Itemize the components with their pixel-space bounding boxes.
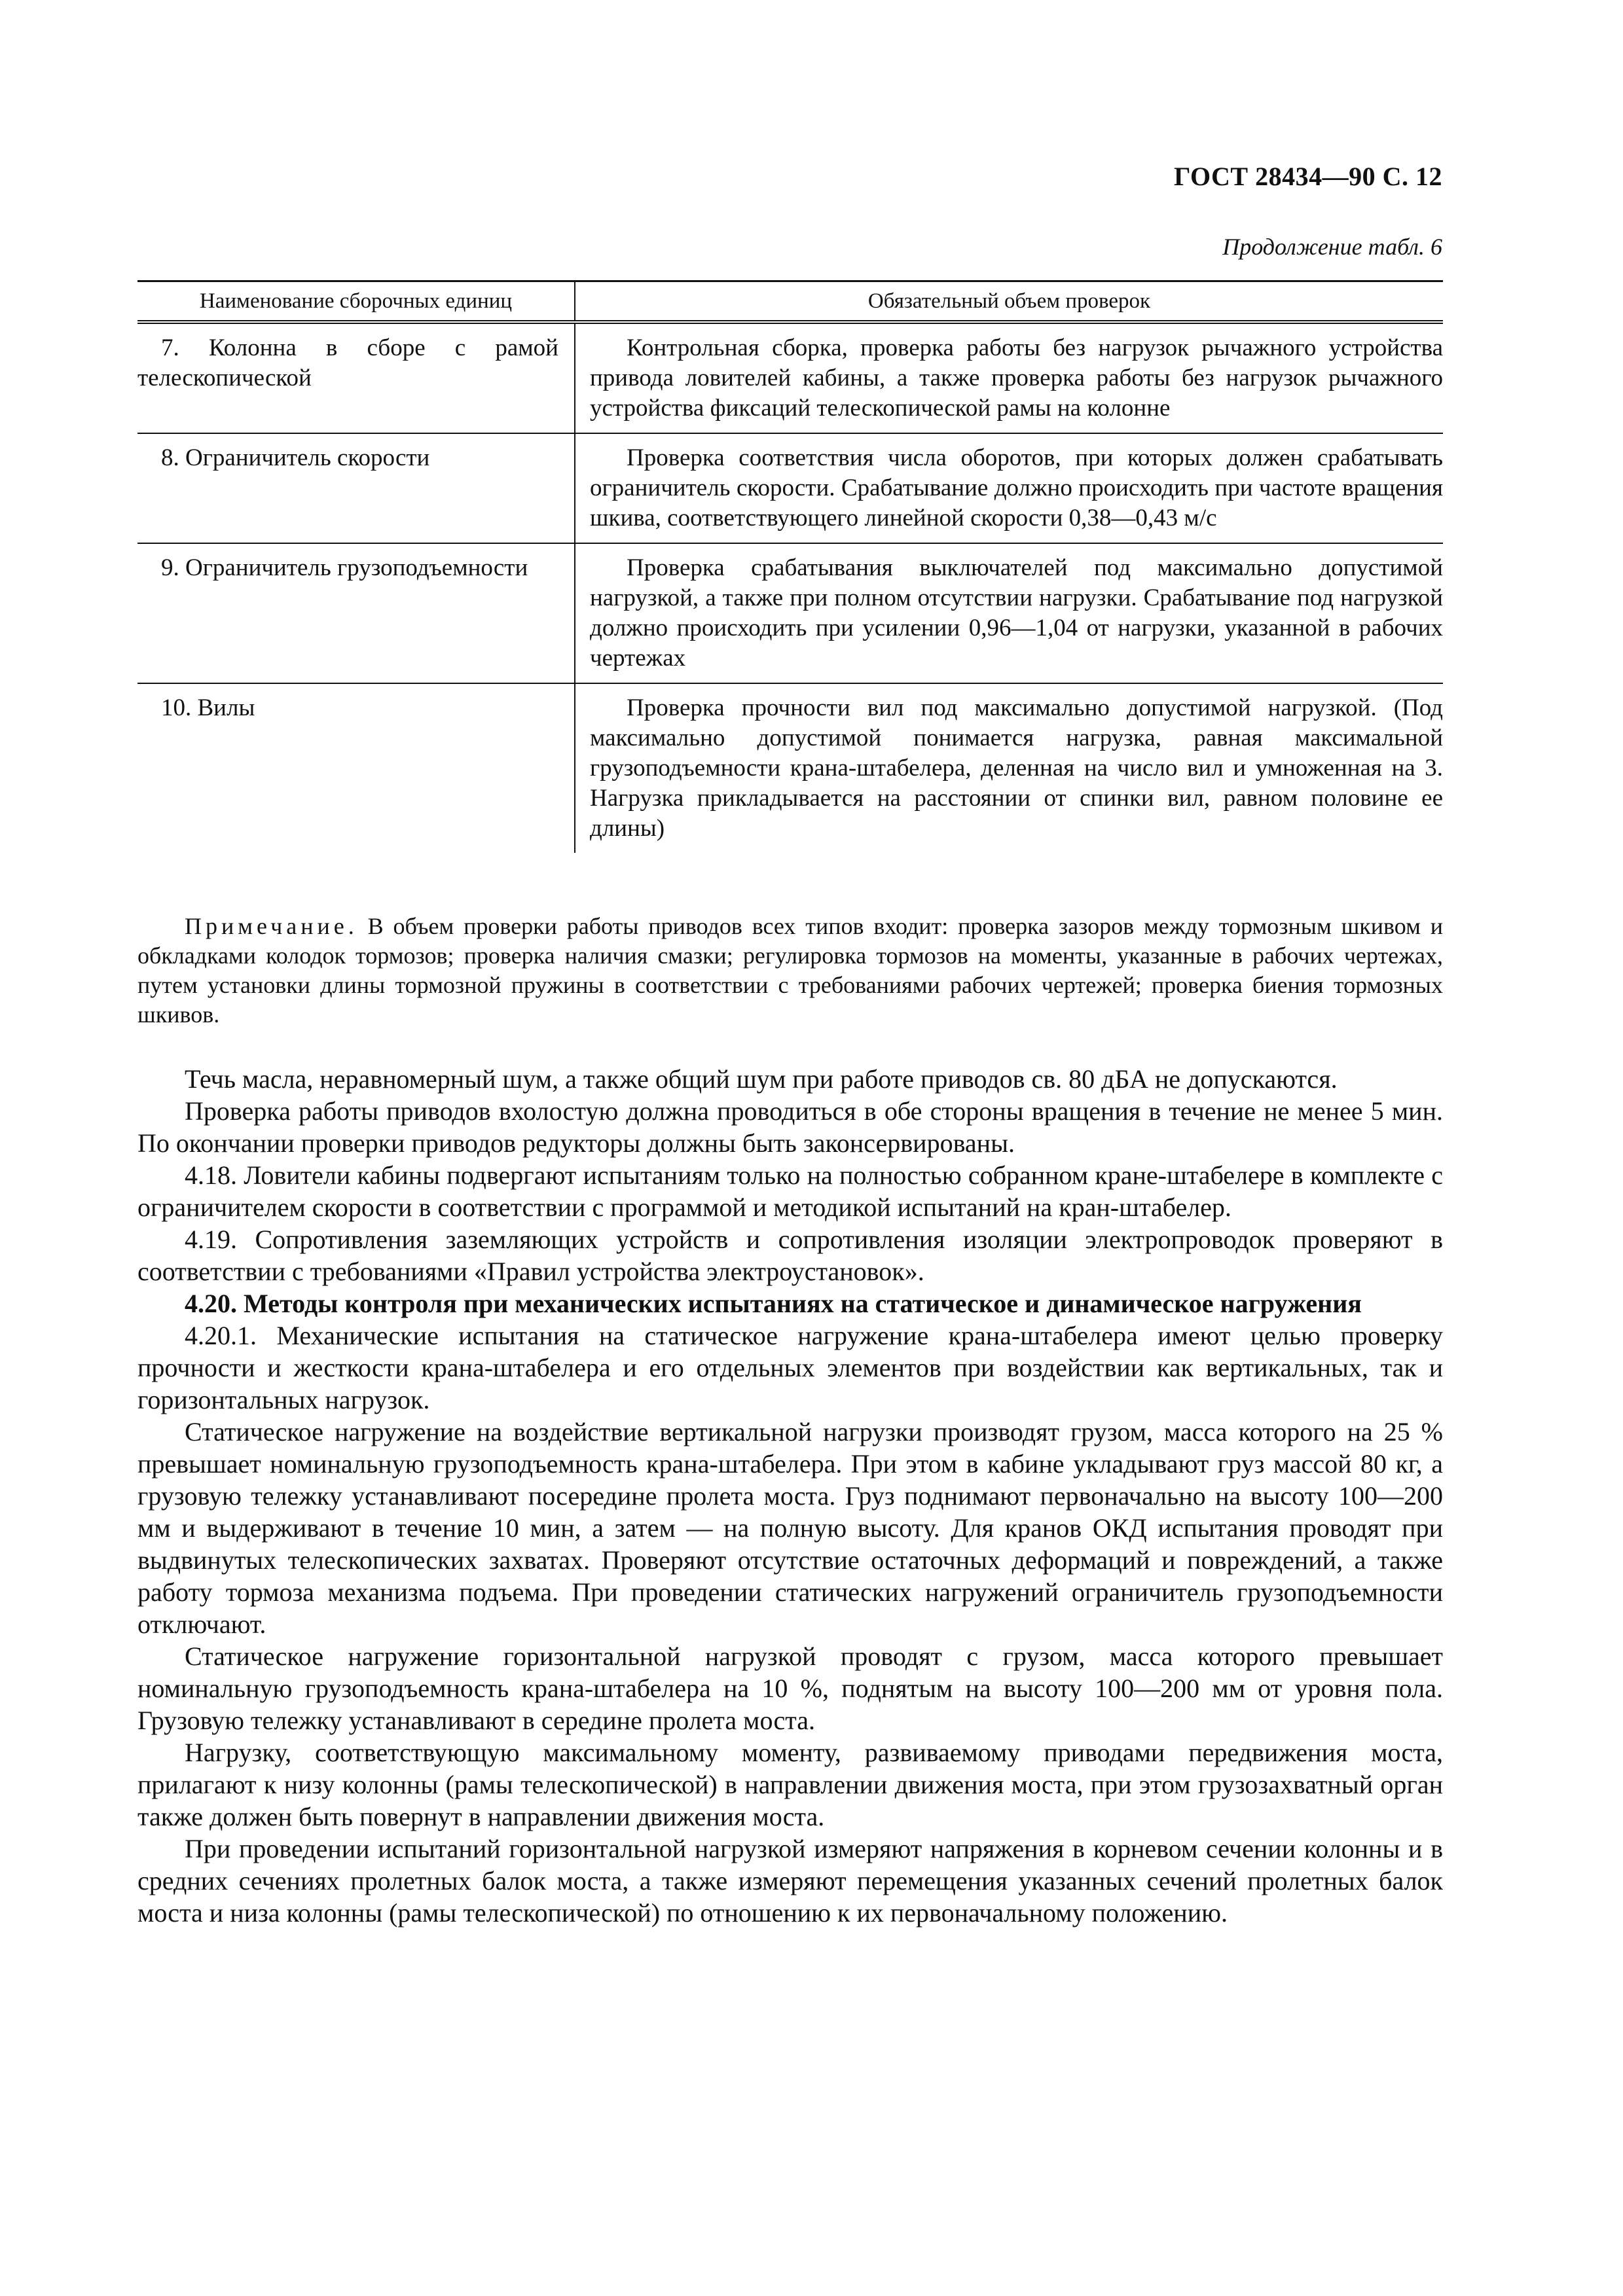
assembly-unit-text: 10. Вилы <box>161 694 255 721</box>
assembly-unit-text: 7. Колонна в сборе с рамой телескопической <box>137 334 558 391</box>
column-header-scope: Обязательный объем проверок <box>575 281 1443 323</box>
table-continuation-label: Продолжение табл. 6 <box>1222 234 1442 260</box>
paragraph: Течь масла, неравномерный шум, а также общий шум при работе приводов св. 80 дБА не допускаются. <box>185 1064 1338 1094</box>
column-header-units: Наименование сборочных единиц <box>137 281 575 323</box>
table-header-row <box>137 281 1443 323</box>
document-header: ГОСТ 28434—90 С. 12 <box>1173 162 1442 191</box>
inspection-scope-cell: Проверка прочности вил под максимально допустимой нагрузкой. (Под максимально допустимой понимается нагрузка, равная максимальной грузоподъемности крана-штабелера, деленная на число вил и умноженная на 3. Нагрузка прикладывается на расстоянии от спинки вил, равном половине ее длины) <box>575 683 1443 853</box>
note-label: Примечание. <box>185 913 358 939</box>
table-row <box>137 543 1443 683</box>
paragraph: Статическое нагружение на воздействие вертикальной нагрузки производят грузом, масса которого на 25 % превышает номинальную грузоподъемность крана-штабелера. При этом в кабине укладывают груз массой 80 кг, а грузовую тележку устанавливают посередине пролета моста. Груз поднимают первоначально на высоту 100—200 мм и выдерживают в течение 10 мин, а затем — на полную высоту. Для кранов ОКД испытания проводят при выдвинутых телескопических захватах. Проверяют отсутствие остаточных деформаций и повреждений, а также работу тормоза механизма подъема. При проведении статических нагружений ограничитель грузоподъемности отключают. <box>137 1417 1443 1639</box>
paragraph-4-20-1: 4.20.1. Механические испытания на статическое нагружение крана-штабелера имеют целью проверку прочности и жесткости крана-штабелера и его отдельных элементов при воздействии как вертикальных, так и горизонтальных нагрузок. <box>137 1321 1443 1414</box>
assembly-unit-text: 8. Ограничитель скорости <box>161 444 430 471</box>
paragraph-4-19: 4.19. Сопротивления заземляющих устройств и сопротивления изоляции электропроводок проверяют в соответствии с требованиями «Правил устройства электроустановок». <box>137 1225 1443 1286</box>
paragraph: Статическое нагружение горизонтальной нагрузкой проводят с грузом, масса которого превышает номинальную грузоподъемность крана-штабелера на 10 %, поднятым на высоту 100—200 мм от уровня пола. Грузовую тележку устанавливают в середине пролета моста. <box>137 1641 1443 1735</box>
inspection-scope-cell: Проверка соответствия числа оборотов, при которых должен срабатывать ограничитель скорости. Срабатывание должно происходить при частоте вращения шкива, соответствующего линейной скорости 0,38—0,43 м/с <box>575 433 1443 543</box>
inspection-table <box>137 280 1443 853</box>
body-text <box>137 1063 1443 1929</box>
note-text: В объем проверки работы приводов всех типов входит: проверка зазоров между тормозным шкивом и обкладками колодок тормозов; проверка наличия смазки; регулировка тормозов на моменты, указанные в рабочих чертежах, путем установки длины тормозной пружины в соответствии с требованиями рабочих чертежей; проверка биения тормозных шкивов. <box>137 913 1444 1028</box>
paragraph: Проверка работы приводов вхолостую должна проводиться в обе стороны вращения в течение не менее 5 мин. По окончании проверки приводов редукторы должны быть законсервированы. <box>137 1096 1443 1158</box>
assembly-unit-text: 9. Ограничитель грузоподъемности <box>161 554 528 581</box>
inspection-scope-cell: Проверка срабатывания выключателей под максимально допустимой нагрузкой, а также при полном отсутствии нагрузки. Срабатывание под нагрузкой должно происходить при усилении 0,96—1,04 от нагрузки, указанной в рабочих чертежах <box>575 543 1443 683</box>
assembly-unit-cell <box>137 683 575 853</box>
paragraph: При проведении испытаний горизонтальной нагрузкой измеряют напряжения в корневом сечении колонны и в средних сечениях пролетных балок моста, а также измеряют перемещения указанных сечений пролетных балок моста и низа колонны (рамы телескопической) по отношению к их первоначальному положению. <box>137 1834 1443 1928</box>
table-row <box>137 433 1443 543</box>
paragraph-4-18: 4.18. Ловители кабины подвергают испытаниям только на полностью собранном кране-штабелере в комплекте с ограничителем скорости в соответствии с программой и методикой испытаний на кран-штабелер. <box>137 1160 1443 1222</box>
section-heading-4-20: 4.20. Методы контроля при механических испытаниях на статическое и динамическое нагружения <box>185 1289 1362 1318</box>
table-row <box>137 683 1443 853</box>
paragraph: Нагрузку, соответствующую максимальному моменту, развиваемому приводами передвижения моста, прилагают к низу колонны (рамы телескопической) в направлении движения моста, при этом грузозахватный орган также должен быть повернут в направлении движения моста. <box>137 1738 1443 1831</box>
assembly-unit-cell <box>137 433 575 543</box>
assembly-unit-cell <box>137 543 575 683</box>
table-note <box>137 912 1443 1030</box>
inspection-scope-cell: Контрольная сборка, проверка работы без нагрузок рычажного устройства привода ловителей кабины, а также проверка работы без нагрузок рычажного устройства фиксаций телескопической рамы на колонне <box>590 334 1443 422</box>
table-row <box>137 322 1443 433</box>
assembly-unit-cell <box>137 322 575 433</box>
